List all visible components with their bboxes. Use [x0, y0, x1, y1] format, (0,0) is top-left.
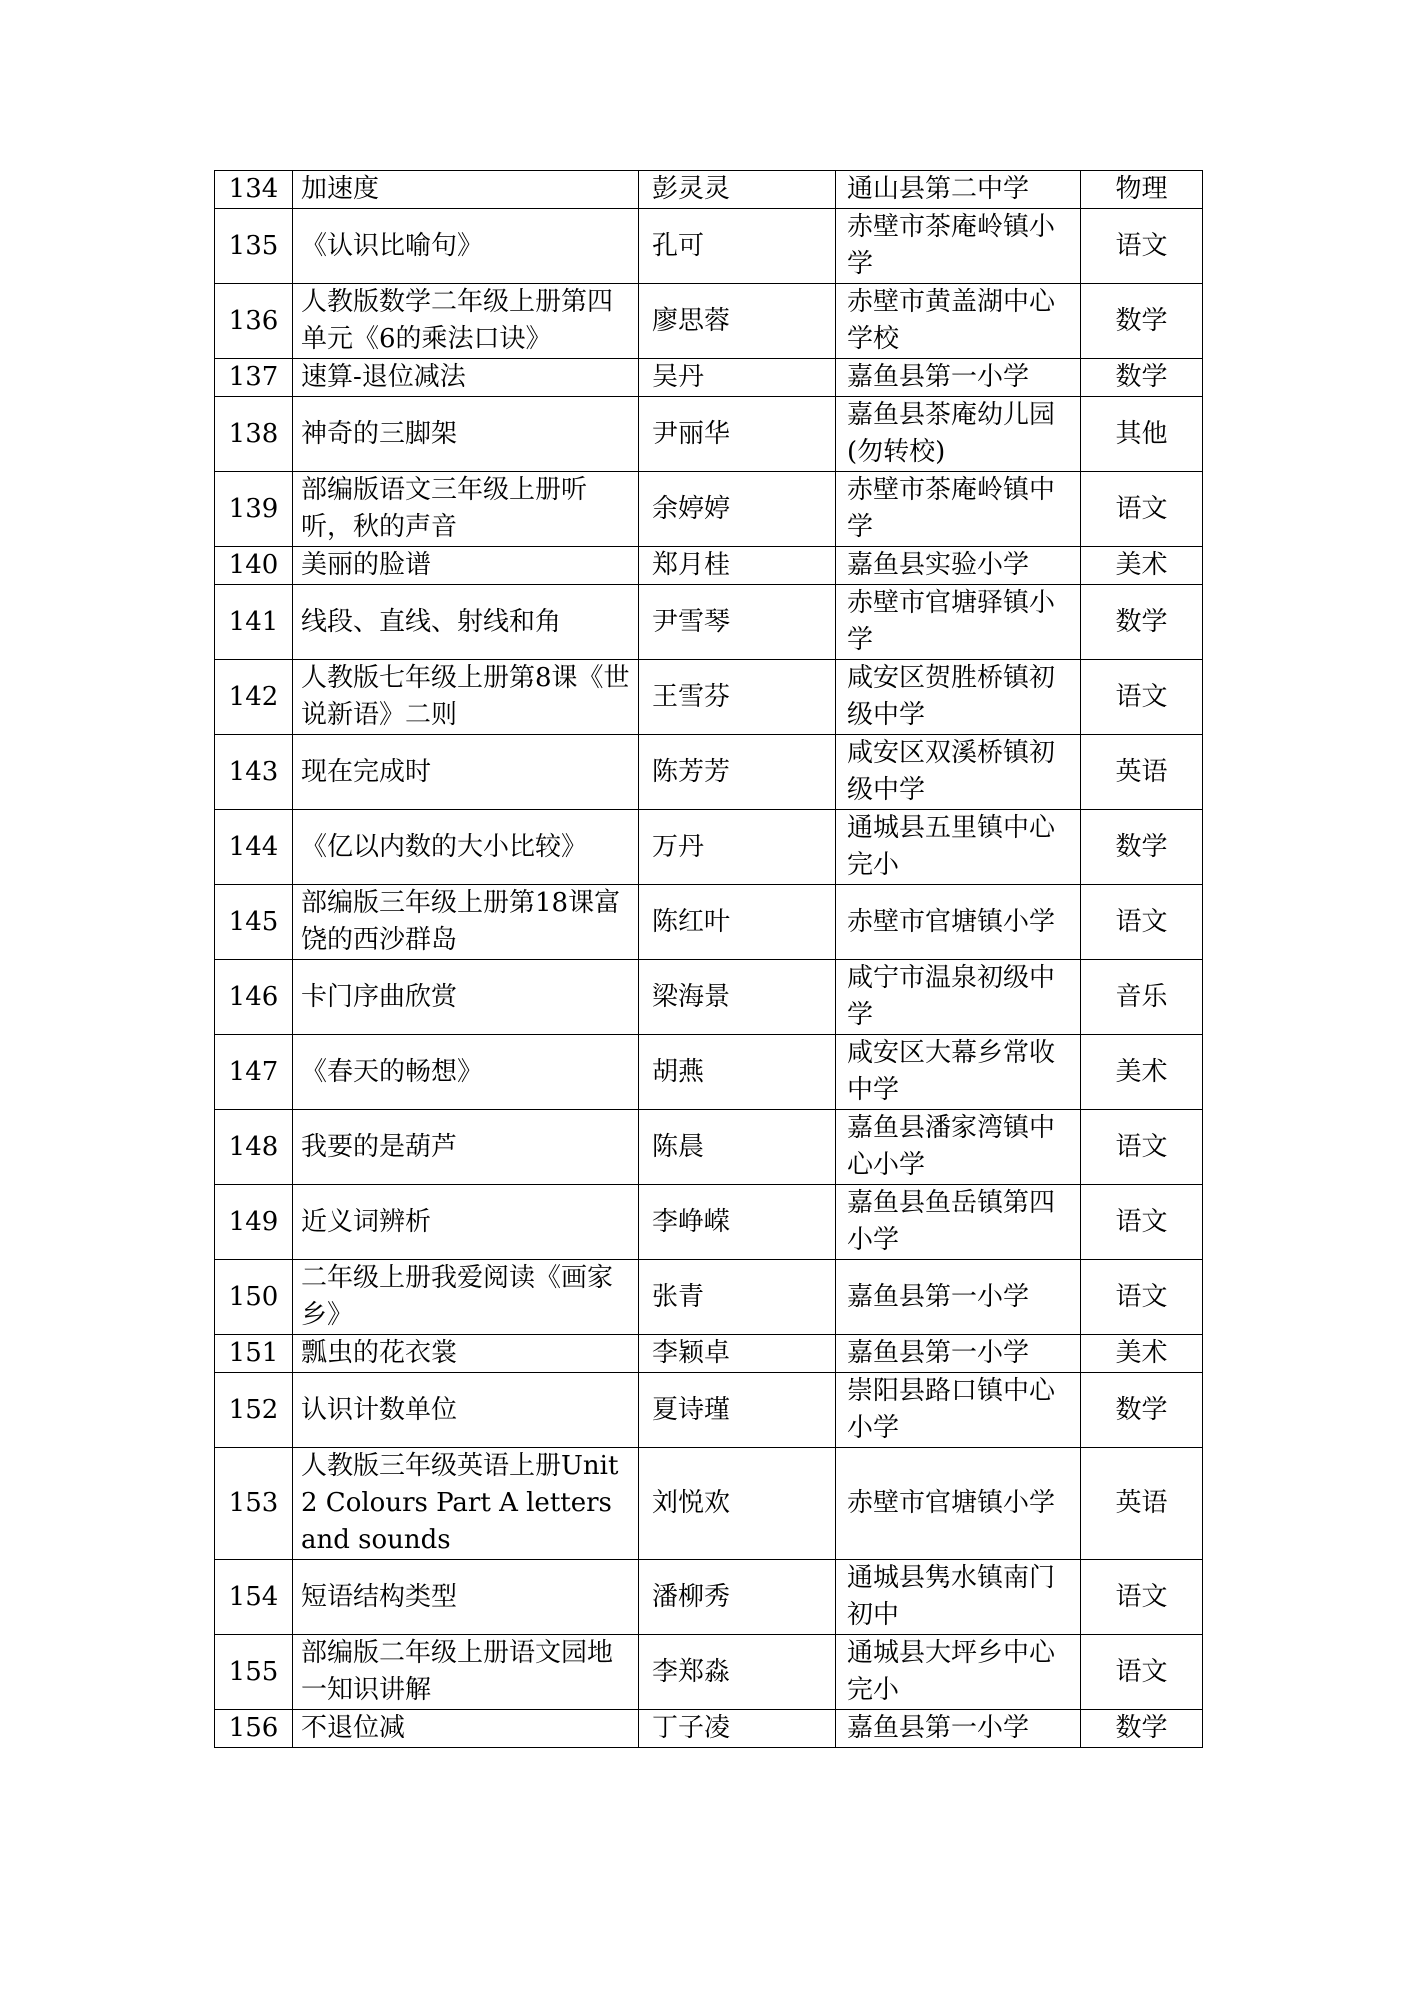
lesson-title: 神奇的三脚架 — [293, 397, 639, 472]
row-number: 136 — [215, 284, 293, 359]
school-name: 咸宁市温泉初级中学 — [836, 960, 1081, 1035]
row-number: 149 — [215, 1185, 293, 1260]
lesson-title: 《亿以内数的大小比较》 — [293, 810, 639, 885]
subject: 语文 — [1081, 1110, 1203, 1185]
lesson-title: 二年级上册我爱阅读《画家乡》 — [293, 1260, 639, 1335]
teacher-name: 潘柳秀 — [639, 1560, 836, 1635]
table-row — [215, 1560, 1203, 1635]
row-number: 153 — [215, 1448, 293, 1560]
lesson-title: 部编版语文三年级上册听听，秋的声音 — [293, 472, 639, 547]
subject: 语文 — [1081, 1560, 1203, 1635]
lesson-title: 人教版三年级英语上册Unit 2 Colours Part A letters and sounds — [293, 1448, 639, 1560]
teacher-name: 李郑淼 — [639, 1635, 836, 1710]
table-row — [215, 1185, 1203, 1260]
teacher-name: 彭灵灵 — [639, 171, 836, 209]
table-row — [215, 1110, 1203, 1185]
subject: 美术 — [1081, 1335, 1203, 1373]
subject: 语文 — [1081, 1635, 1203, 1710]
table-row — [215, 735, 1203, 810]
teacher-name: 尹雪琴 — [639, 585, 836, 660]
table-row — [215, 1373, 1203, 1448]
row-number: 142 — [215, 660, 293, 735]
table-row — [215, 209, 1203, 284]
school-name: 咸安区双溪桥镇初级中学 — [836, 735, 1081, 810]
lesson-title: 加速度 — [293, 171, 639, 209]
table-row — [215, 885, 1203, 960]
school-name: 嘉鱼县茶庵幼儿园(勿转校) — [836, 397, 1081, 472]
row-number: 146 — [215, 960, 293, 1035]
teacher-name: 孔可 — [639, 209, 836, 284]
row-number: 134 — [215, 171, 293, 209]
row-number: 139 — [215, 472, 293, 547]
lesson-title: 速算-退位减法 — [293, 359, 639, 397]
row-number: 137 — [215, 359, 293, 397]
school-name: 嘉鱼县潘家湾镇中心小学 — [836, 1110, 1081, 1185]
subject: 语文 — [1081, 209, 1203, 284]
row-number: 138 — [215, 397, 293, 472]
subject: 音乐 — [1081, 960, 1203, 1035]
school-name: 嘉鱼县第一小学 — [836, 1335, 1081, 1373]
row-number: 156 — [215, 1710, 293, 1748]
subject: 美术 — [1081, 547, 1203, 585]
subject: 英语 — [1081, 735, 1203, 810]
table-row — [215, 284, 1203, 359]
row-number: 155 — [215, 1635, 293, 1710]
school-name: 通城县五里镇中心完小 — [836, 810, 1081, 885]
row-number: 151 — [215, 1335, 293, 1373]
lesson-title: 人教版七年级上册第8课《世说新语》二则 — [293, 660, 639, 735]
table-row — [215, 472, 1203, 547]
lesson-title: 不退位减 — [293, 1710, 639, 1748]
lesson-title: 我要的是葫芦 — [293, 1110, 639, 1185]
lesson-title: 《春天的畅想》 — [293, 1035, 639, 1110]
school-name: 通城县大坪乡中心完小 — [836, 1635, 1081, 1710]
row-number: 144 — [215, 810, 293, 885]
table-row — [215, 960, 1203, 1035]
row-number: 141 — [215, 585, 293, 660]
row-number: 154 — [215, 1560, 293, 1635]
teacher-name: 陈芳芳 — [639, 735, 836, 810]
school-name: 崇阳县路口镇中心小学 — [836, 1373, 1081, 1448]
school-name: 赤壁市官塘镇小学 — [836, 885, 1081, 960]
teacher-name: 李颖卓 — [639, 1335, 836, 1373]
school-name: 嘉鱼县第一小学 — [836, 1710, 1081, 1748]
lesson-table — [214, 170, 1203, 1748]
lesson-title: 近义词辨析 — [293, 1185, 639, 1260]
subject: 其他 — [1081, 397, 1203, 472]
teacher-name: 廖思蓉 — [639, 284, 836, 359]
teacher-name: 陈红叶 — [639, 885, 836, 960]
teacher-name: 胡燕 — [639, 1035, 836, 1110]
school-name: 咸安区贺胜桥镇初级中学 — [836, 660, 1081, 735]
row-number: 140 — [215, 547, 293, 585]
teacher-name: 梁海景 — [639, 960, 836, 1035]
row-number: 145 — [215, 885, 293, 960]
lesson-title: 部编版三年级上册第18课富饶的西沙群岛 — [293, 885, 639, 960]
row-number: 147 — [215, 1035, 293, 1110]
table-row — [215, 1635, 1203, 1710]
table-row — [215, 547, 1203, 585]
teacher-name: 吴丹 — [639, 359, 836, 397]
table-row — [215, 810, 1203, 885]
school-name: 嘉鱼县第一小学 — [836, 359, 1081, 397]
teacher-name: 夏诗瑾 — [639, 1373, 836, 1448]
school-name: 嘉鱼县实验小学 — [836, 547, 1081, 585]
table-body — [215, 171, 1203, 1748]
table-row — [215, 1710, 1203, 1748]
school-name: 赤壁市官塘镇小学 — [836, 1448, 1081, 1560]
teacher-name: 郑月桂 — [639, 547, 836, 585]
row-number: 148 — [215, 1110, 293, 1185]
teacher-name: 万丹 — [639, 810, 836, 885]
teacher-name: 王雪芬 — [639, 660, 836, 735]
row-number: 143 — [215, 735, 293, 810]
school-name: 赤壁市茶庵岭镇中学 — [836, 472, 1081, 547]
table-row — [215, 397, 1203, 472]
subject: 语文 — [1081, 885, 1203, 960]
school-name: 通山县第二中学 — [836, 171, 1081, 209]
subject: 语文 — [1081, 472, 1203, 547]
subject: 美术 — [1081, 1035, 1203, 1110]
subject: 数学 — [1081, 1373, 1203, 1448]
subject: 语文 — [1081, 1185, 1203, 1260]
teacher-name: 丁子凌 — [639, 1710, 836, 1748]
row-number: 135 — [215, 209, 293, 284]
lesson-title: 瓢虫的花衣裳 — [293, 1335, 639, 1373]
row-number: 152 — [215, 1373, 293, 1448]
school-name: 嘉鱼县鱼岳镇第四小学 — [836, 1185, 1081, 1260]
teacher-name: 张青 — [639, 1260, 836, 1335]
subject: 语文 — [1081, 660, 1203, 735]
school-name: 咸安区大幕乡常收中学 — [836, 1035, 1081, 1110]
teacher-name: 余婷婷 — [639, 472, 836, 547]
row-number: 150 — [215, 1260, 293, 1335]
lesson-title: 部编版二年级上册语文园地一知识讲解 — [293, 1635, 639, 1710]
table-row — [215, 660, 1203, 735]
table-row — [215, 1335, 1203, 1373]
table-row — [215, 359, 1203, 397]
teacher-name: 尹丽华 — [639, 397, 836, 472]
teacher-name: 刘悦欢 — [639, 1448, 836, 1560]
subject: 数学 — [1081, 359, 1203, 397]
subject: 数学 — [1081, 810, 1203, 885]
table-row — [215, 585, 1203, 660]
lesson-title: 线段、直线、射线和角 — [293, 585, 639, 660]
subject: 数学 — [1081, 585, 1203, 660]
lesson-title: 短语结构类型 — [293, 1560, 639, 1635]
school-name: 通城县隽水镇南门初中 — [836, 1560, 1081, 1635]
subject: 语文 — [1081, 1260, 1203, 1335]
school-name: 赤壁市黄盖湖中心学校 — [836, 284, 1081, 359]
lesson-title: 认识计数单位 — [293, 1373, 639, 1448]
teacher-name: 李峥嵘 — [639, 1185, 836, 1260]
teacher-name: 陈晨 — [639, 1110, 836, 1185]
school-name: 赤壁市茶庵岭镇小学 — [836, 209, 1081, 284]
lesson-title: 人教版数学二年级上册第四单元《6的乘法口诀》 — [293, 284, 639, 359]
lesson-title: 现在完成时 — [293, 735, 639, 810]
lesson-title: 美丽的脸谱 — [293, 547, 639, 585]
table-row — [215, 1035, 1203, 1110]
table-row — [215, 171, 1203, 209]
subject: 英语 — [1081, 1448, 1203, 1560]
lesson-title: 卡门序曲欣赏 — [293, 960, 639, 1035]
subject: 数学 — [1081, 284, 1203, 359]
school-name: 赤壁市官塘驿镇小学 — [836, 585, 1081, 660]
subject: 数学 — [1081, 1710, 1203, 1748]
table-row — [215, 1260, 1203, 1335]
table-row — [215, 1448, 1203, 1560]
subject: 物理 — [1081, 171, 1203, 209]
lesson-title: 《认识比喻句》 — [293, 209, 639, 284]
school-name: 嘉鱼县第一小学 — [836, 1260, 1081, 1335]
